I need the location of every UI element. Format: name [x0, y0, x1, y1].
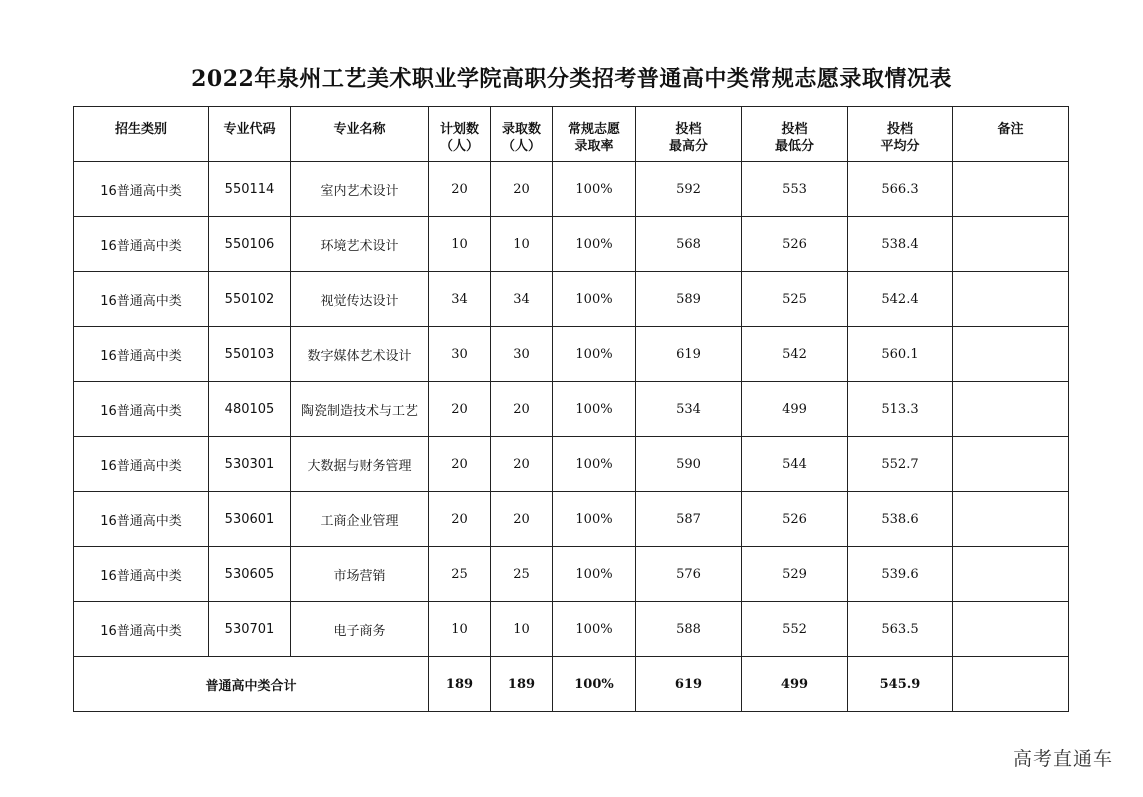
cell-max-score: 576	[636, 547, 742, 602]
table-row	[74, 492, 1069, 547]
cell-category: 16普通高中类	[74, 382, 209, 437]
total-plan: 189	[429, 657, 491, 712]
cell-remarks	[953, 547, 1069, 602]
cell-category: 16普通高中类	[74, 602, 209, 657]
cell-major-name: 市场营销	[291, 547, 429, 602]
cell-major-code: 480105	[209, 382, 291, 437]
cell-min-score: 552	[742, 602, 848, 657]
cell-admitted-count: 25	[491, 547, 553, 602]
cell-admitted-count: 10	[491, 602, 553, 657]
cell-avg-score: 538.4	[848, 217, 953, 272]
table-header-row	[74, 107, 1069, 162]
cell-admission-rate: 100%	[553, 272, 636, 327]
cell-remarks	[953, 382, 1069, 437]
cell-major-name: 陶瓷制造技术与工艺	[291, 382, 429, 437]
cell-admission-rate: 100%	[553, 437, 636, 492]
admission-table	[73, 106, 1069, 712]
table-row	[74, 272, 1069, 327]
cell-admission-rate: 100%	[553, 382, 636, 437]
cell-avg-score: 563.5	[848, 602, 953, 657]
total-remarks	[953, 657, 1069, 712]
cell-plan-count: 10	[429, 217, 491, 272]
cell-max-score: 592	[636, 162, 742, 217]
cell-max-score: 588	[636, 602, 742, 657]
cell-category: 16普通高中类	[74, 162, 209, 217]
cell-plan-count: 20	[429, 437, 491, 492]
cell-plan-count: 30	[429, 327, 491, 382]
cell-major-code: 530701	[209, 602, 291, 657]
cell-remarks	[953, 272, 1069, 327]
cell-plan-count: 10	[429, 602, 491, 657]
cell-remarks	[953, 327, 1069, 382]
cell-avg-score: 542.4	[848, 272, 953, 327]
cell-major-code: 550114	[209, 162, 291, 217]
total-max-score: 619	[636, 657, 742, 712]
cell-category: 16普通高中类	[74, 272, 209, 327]
cell-major-code: 550103	[209, 327, 291, 382]
cell-min-score: 526	[742, 492, 848, 547]
cell-admission-rate: 100%	[553, 492, 636, 547]
table-row	[74, 217, 1069, 272]
cell-min-score: 553	[742, 162, 848, 217]
watermark: 高考直通车	[1012, 748, 1113, 770]
cell-major-name: 视觉传达设计	[291, 272, 429, 327]
table-row	[74, 437, 1069, 492]
cell-admitted-count: 34	[491, 272, 553, 327]
table-row	[74, 162, 1069, 217]
cell-avg-score: 538.6	[848, 492, 953, 547]
header-avg-score: 投档 平均分	[848, 107, 953, 162]
table-row	[74, 547, 1069, 602]
cell-admitted-count: 20	[491, 437, 553, 492]
total-avg-score: 545.9	[848, 657, 953, 712]
cell-avg-score: 513.3	[848, 382, 953, 437]
cell-admission-rate: 100%	[553, 547, 636, 602]
cell-admitted-count: 20	[491, 162, 553, 217]
header-admission-rate: 常规志愿 录取率	[553, 107, 636, 162]
cell-plan-count: 20	[429, 382, 491, 437]
cell-admitted-count: 10	[491, 217, 553, 272]
total-row	[74, 657, 1069, 712]
cell-admission-rate: 100%	[553, 602, 636, 657]
cell-remarks	[953, 437, 1069, 492]
cell-min-score: 525	[742, 272, 848, 327]
cell-admission-rate: 100%	[553, 162, 636, 217]
header-category: 招生类别	[74, 107, 209, 162]
cell-plan-count: 20	[429, 492, 491, 547]
cell-avg-score: 539.6	[848, 547, 953, 602]
cell-max-score: 590	[636, 437, 742, 492]
table-row	[74, 602, 1069, 657]
cell-plan-count: 25	[429, 547, 491, 602]
total-label: 普通高中类合计	[74, 657, 429, 712]
header-max-score: 投档 最高分	[636, 107, 742, 162]
cell-min-score: 542	[742, 327, 848, 382]
cell-max-score: 534	[636, 382, 742, 437]
cell-category: 16普通高中类	[74, 327, 209, 382]
table-row	[74, 382, 1069, 437]
cell-category: 16普通高中类	[74, 437, 209, 492]
cell-category: 16普通高中类	[74, 547, 209, 602]
page-title: 2022年泉州工艺美术职业学院高职分类招考普通高中类常规志愿录取情况表	[191, 66, 952, 92]
cell-max-score: 587	[636, 492, 742, 547]
cell-admitted-count: 30	[491, 327, 553, 382]
header-major-name: 专业名称	[291, 107, 429, 162]
cell-remarks	[953, 162, 1069, 217]
total-rate: 100%	[553, 657, 636, 712]
cell-avg-score: 552.7	[848, 437, 953, 492]
cell-max-score: 619	[636, 327, 742, 382]
cell-avg-score: 566.3	[848, 162, 953, 217]
cell-major-name: 环境艺术设计	[291, 217, 429, 272]
cell-admitted-count: 20	[491, 492, 553, 547]
cell-major-code: 550102	[209, 272, 291, 327]
cell-remarks	[953, 602, 1069, 657]
cell-major-code: 530601	[209, 492, 291, 547]
cell-category: 16普通高中类	[74, 217, 209, 272]
cell-admission-rate: 100%	[553, 327, 636, 382]
cell-remarks	[953, 217, 1069, 272]
cell-remarks	[953, 492, 1069, 547]
total-admitted: 189	[491, 657, 553, 712]
cell-admitted-count: 20	[491, 382, 553, 437]
table-body	[74, 162, 1069, 712]
header-admitted-count: 录取数 （人）	[491, 107, 553, 162]
cell-min-score: 499	[742, 382, 848, 437]
cell-major-code: 530605	[209, 547, 291, 602]
cell-major-code: 550106	[209, 217, 291, 272]
header-plan-count: 计划数 （人）	[429, 107, 491, 162]
header-major-code: 专业代码	[209, 107, 291, 162]
cell-major-name: 电子商务	[291, 602, 429, 657]
cell-max-score: 589	[636, 272, 742, 327]
header-remarks: 备注	[953, 107, 1069, 162]
cell-plan-count: 34	[429, 272, 491, 327]
cell-plan-count: 20	[429, 162, 491, 217]
cell-major-code: 530301	[209, 437, 291, 492]
header-min-score: 投档 最低分	[742, 107, 848, 162]
cell-avg-score: 560.1	[848, 327, 953, 382]
cell-major-name: 工商企业管理	[291, 492, 429, 547]
table-row	[74, 327, 1069, 382]
cell-major-name: 大数据与财务管理	[291, 437, 429, 492]
cell-admission-rate: 100%	[553, 217, 636, 272]
cell-major-name: 室内艺术设计	[291, 162, 429, 217]
cell-major-name: 数字媒体艺术设计	[291, 327, 429, 382]
cell-min-score: 526	[742, 217, 848, 272]
cell-min-score: 529	[742, 547, 848, 602]
cell-max-score: 568	[636, 217, 742, 272]
cell-category: 16普通高中类	[74, 492, 209, 547]
cell-min-score: 544	[742, 437, 848, 492]
total-min-score: 499	[742, 657, 848, 712]
